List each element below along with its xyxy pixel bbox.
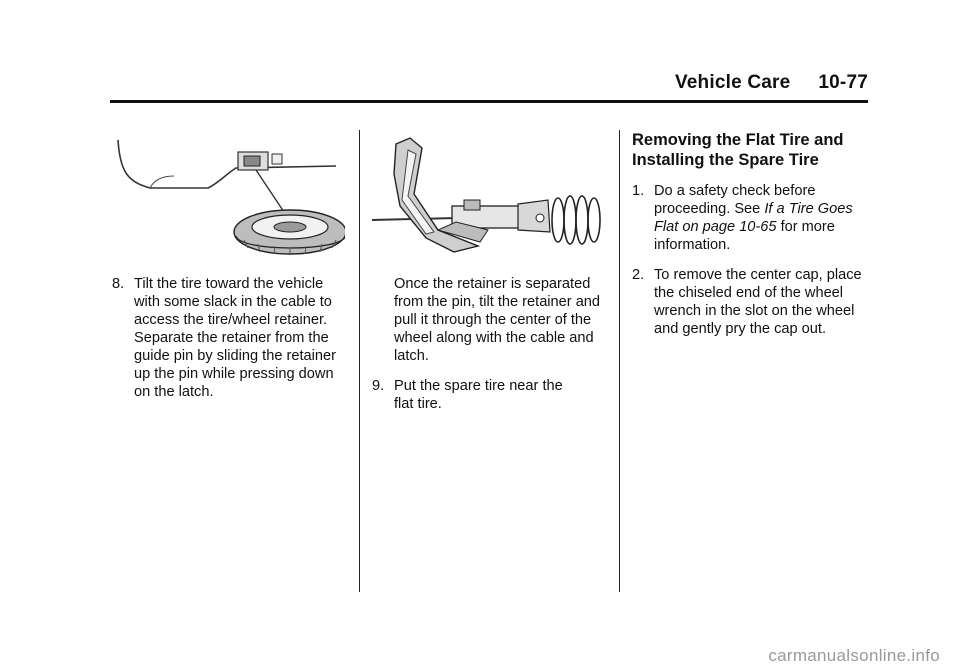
step-1	[632, 182, 872, 254]
step-text: for more	[776, 219, 835, 235]
step-number: 2.	[632, 267, 645, 283]
tire-under-vehicle-illustration	[110, 132, 345, 267]
para-line: Once the retainer is separated	[394, 276, 591, 292]
cross-reference-link-cont[interactable]: Flat on page 10-65	[654, 219, 777, 235]
step-line: Put the spare tire near the	[394, 378, 563, 394]
step-9	[372, 377, 614, 413]
step-number: 1.	[632, 183, 645, 199]
step-line: Tilt the tire toward the vehicle	[134, 276, 324, 292]
step-number: 8.	[112, 276, 125, 292]
header-rule	[110, 100, 868, 103]
step-line: To remove the center cap, place	[654, 267, 862, 283]
column-2	[372, 275, 614, 413]
para-line: from the pin, tilt the retainer and	[394, 294, 601, 310]
step-number: 9.	[372, 378, 385, 394]
para-line: latch.	[394, 348, 429, 364]
step-text: proceeding. See	[654, 201, 765, 217]
step-line: with some slack in the cable to	[134, 294, 332, 310]
step-line: Separate the retainer from the	[134, 330, 329, 346]
column-divider-1	[359, 130, 360, 592]
step-line: information.	[654, 237, 731, 253]
section-title: Vehicle Care	[674, 72, 791, 93]
page-header	[675, 72, 868, 94]
step-line: guide pin by sliding the retainer	[134, 348, 337, 364]
watermark: carmanualsonline.info	[768, 646, 940, 665]
cross-reference-link[interactable]: If a Tire Goes	[764, 201, 853, 217]
step-line: and gently pry the cap out.	[654, 321, 826, 337]
step-line: wrench in the slot on the wheel	[654, 303, 855, 319]
heading-line: Removing the Flat Tire and	[632, 131, 844, 149]
step-line: the chiseled end of the wheel	[654, 285, 844, 301]
step-line	[654, 200, 872, 218]
retainer-latch-illustration	[368, 134, 608, 264]
section-heading	[632, 130, 872, 170]
para-line: pull it through the center of the	[394, 312, 592, 328]
step-line	[654, 218, 872, 236]
step-line: access the tire/wheel retainer.	[134, 312, 328, 328]
step-line: on the latch.	[134, 384, 214, 400]
step-line: up the pin while pressing down	[134, 366, 334, 382]
column-1	[112, 275, 352, 401]
para-line: wheel along with the cable and	[394, 330, 594, 346]
step-2	[632, 266, 872, 338]
page-number: 10-77	[818, 72, 868, 93]
column-divider-2	[619, 130, 620, 592]
step-8	[112, 275, 352, 401]
step-line: Do a safety check before	[654, 183, 816, 199]
heading-line: Installing the Spare Tire	[632, 151, 819, 169]
column-3	[632, 130, 872, 338]
step-line: flat tire.	[394, 396, 442, 412]
continuation-paragraph	[372, 275, 614, 365]
